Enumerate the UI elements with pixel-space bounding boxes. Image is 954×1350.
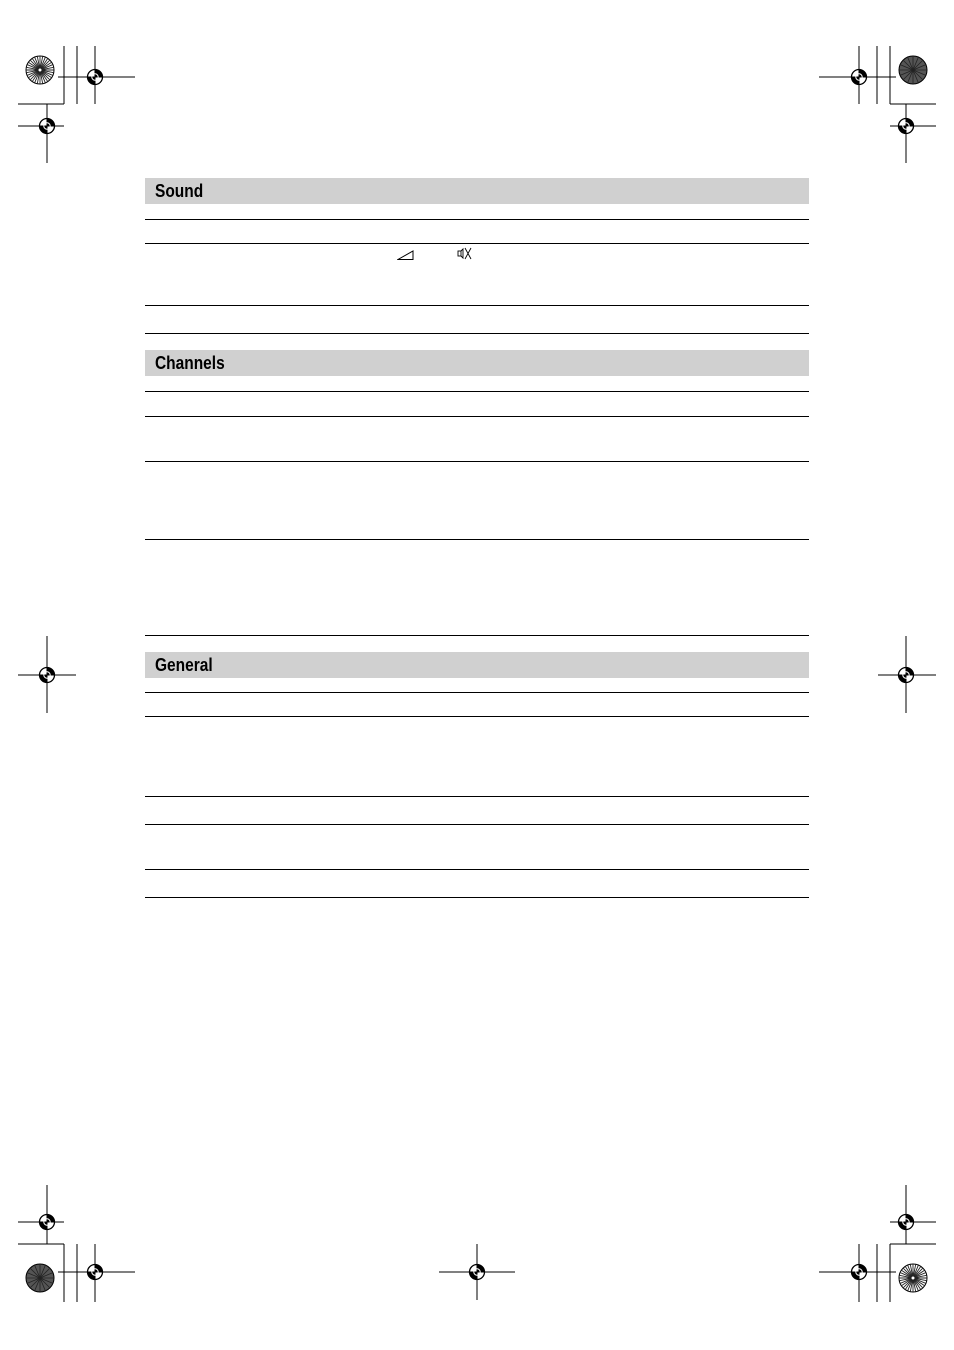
section-title-general: General: [155, 655, 213, 675]
table-rule: [145, 692, 809, 693]
section-header-general: [145, 652, 809, 678]
volume-icon: [397, 249, 415, 261]
mute-icon: [457, 247, 473, 261]
table-rule: [145, 824, 809, 825]
table-rule: [145, 869, 809, 870]
section-title-channels: Channels: [155, 353, 225, 373]
table-rule: [145, 416, 809, 417]
table-rule: [145, 333, 809, 334]
table-rule: [145, 716, 809, 717]
table-rule: [145, 461, 809, 462]
table-rule: [145, 219, 809, 220]
section-header-sound: [145, 178, 809, 204]
table-rule: [145, 539, 809, 540]
table-rule: [145, 897, 809, 898]
table-rule: [145, 796, 809, 797]
table-rule: [145, 243, 809, 244]
section-header-channels: [145, 350, 809, 376]
table-rule: [145, 635, 809, 636]
table-rule: [145, 391, 809, 392]
table-rule: [145, 305, 809, 306]
section-title-sound: Sound: [155, 181, 204, 201]
